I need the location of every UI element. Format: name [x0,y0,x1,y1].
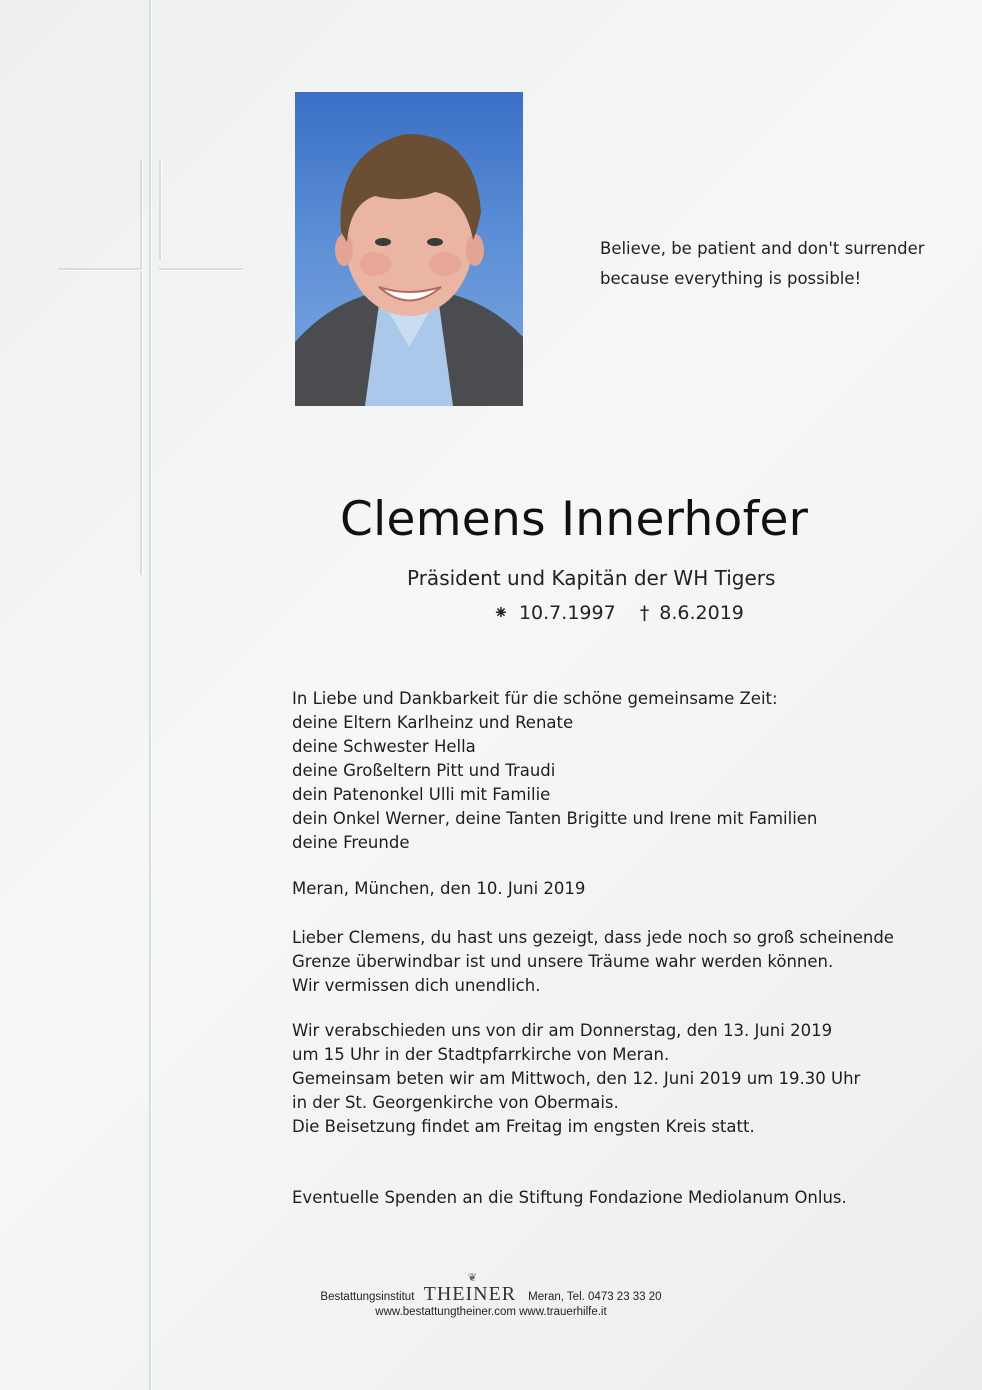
mourners-block [292,687,932,855]
funeral-home-logo [423,1272,523,1305]
mourners-line: deine Schwester Hella [292,737,476,756]
life-dates [493,602,748,624]
ceremony-line: Die Beisetzung findet am Freitag im engsten Kreis statt. [292,1117,755,1136]
mourners-line: dein Onkel Werner, deine Tanten Brigitte und Irene mit Familien [292,809,818,828]
birth-date: 10.7.1997 [518,602,616,624]
footer-prefix: Bestattungsinstitut [320,1291,415,1303]
footer-main-row [0,1272,982,1306]
mourners-line: deine Großeltern Pitt und Traudi [292,761,556,780]
ceremony-line: um 15 Uhr in der Stadtpfarrkirche von Meran. [292,1045,670,1064]
portrait-illustration [295,92,523,406]
message-block [292,926,932,998]
donation-text: Eventuelle Spenden an die Stiftung Fondazione Mediolanum Onlus. [292,1188,847,1207]
donation-block [292,1186,932,1210]
cross-horizontal-bar [58,268,142,270]
footer-contact: Meran, Tel. 0473 23 33 20 [528,1291,662,1303]
place-date [292,877,932,901]
ceremony-block [292,1019,932,1139]
ceremony-line: Wir verabschieden uns von dir am Donnerstag, den 13. Juni 2019 [292,1021,833,1040]
cross-horizontal-bar-right [159,268,243,270]
mourners-line: In Liebe und Dankbarkeit für die schöne gemeinsame Zeit: [292,689,778,708]
message-line: Lieber Clemens, du hast uns gezeigt, dass jede noch so groß scheinende [292,928,894,947]
footer-websites: www.bestattungtheiner.com www.trauerhilfe.it [375,1306,607,1318]
message-line: Wir vermissen dich unendlich. [292,976,541,995]
funeral-home-footer [0,1272,982,1318]
birth-symbol: ⁕ [493,602,509,624]
deceased-role: Präsident und Kapitän der WH Tigers [407,566,776,590]
ceremony-line: in der St. Georgenkirche von Obermais. [292,1093,619,1112]
death-date: 8.6.2019 [659,602,744,624]
cross-vertical-bar [140,160,142,575]
message-line: Grenze überwindbar ist und unsere Träume wahr werden können. [292,952,834,971]
mourners-line: dein Patenonkel Ulli mit Familie [292,785,551,804]
mourners-line: deine Freunde [292,833,410,852]
mourners-line: deine Eltern Karlheinz und Renate [292,713,574,732]
tree-logo-icon: ❦ [467,1272,478,1284]
decorative-vertical-line [149,0,151,1390]
ceremony-line: Gemeinsam beten wir am Mittwoch, den 12. Juni 2019 um 19.30 Uhr [292,1069,861,1088]
brand-name: THEINER [423,1283,517,1305]
place-date-text: Meran, München, den 10. Juni 2019 [292,879,586,898]
death-symbol: † [639,602,650,624]
quote-line: Believe, be patient and don't surrender [600,239,925,258]
cross-vertical-bar-inner [159,160,161,260]
deceased-name: Clemens Innerhofer [340,492,809,547]
portrait-photo [295,92,523,406]
quote-line: because everything is possible! [600,269,862,288]
quote [600,234,925,294]
